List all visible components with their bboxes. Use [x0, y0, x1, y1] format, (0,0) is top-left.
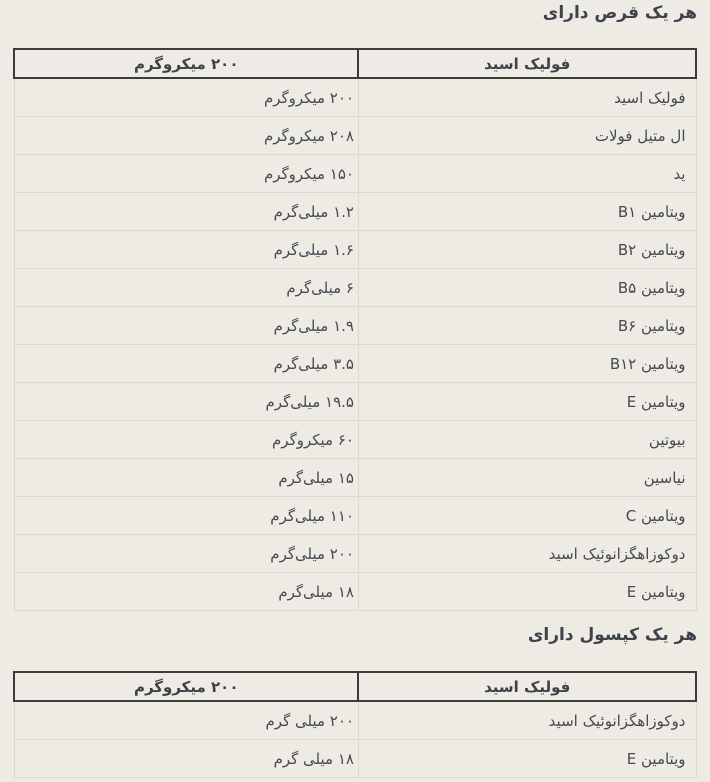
nutrient-amount-cell: ۱۵ میلی‌گرم [14, 459, 358, 497]
nutrient-name-cell: ویتامین B۵ [358, 269, 696, 307]
nutrient-name-cell: ویتامین B۶ [358, 307, 696, 345]
nutrient-amount-cell: ۲۰۰ میلی‌گرم [14, 535, 358, 573]
table-row [14, 117, 696, 155]
nutrient-amount-cell: ۱۱۰ میلی‌گرم [14, 497, 358, 535]
nutrient-name-cell: فولیک اسید [358, 78, 696, 117]
nutrient-name-cell: بیوتین [358, 421, 696, 459]
header-amount-cell: ۲۰۰ میکروگرم [14, 672, 358, 701]
tablet-table-body [14, 78, 696, 611]
nutrient-name-cell: ویتامین E [358, 573, 696, 611]
table-row [14, 459, 696, 497]
nutrient-amount-cell: ۲۰۸ میکروگرم [14, 117, 358, 155]
nutrient-amount-cell: ۱۸ میلی گرم [14, 740, 358, 778]
nutrient-name-cell: ویتامین B۲ [358, 231, 696, 269]
table-row [14, 345, 696, 383]
capsule-contents-section [13, 624, 697, 778]
nutrient-amount-cell: ۱.۶ میلی‌گرم [14, 231, 358, 269]
table-row [14, 701, 696, 740]
nutrient-name-cell: دوکوزاهگزانوئیک اسید [358, 701, 696, 740]
table-row [14, 269, 696, 307]
header-amount-cell: ۲۰۰ میکروگرم [14, 49, 358, 78]
header-nutrient-cell: فولیک اسید [358, 672, 696, 701]
table-row [14, 421, 696, 459]
table-row [14, 307, 696, 345]
nutrient-name-cell: ویتامین B۱۲ [358, 345, 696, 383]
table-row [14, 231, 696, 269]
nutrient-amount-cell: ۲۰۰ میکروگرم [14, 78, 358, 117]
nutrient-name-cell: ویتامین E [358, 740, 696, 778]
nutrient-amount-cell: ۱.۹ میلی‌گرم [14, 307, 358, 345]
nutrient-amount-cell: ۳.۵ میلی‌گرم [14, 345, 358, 383]
table-row [14, 78, 696, 117]
tablet-contents-section [13, 2, 697, 611]
table-row [14, 155, 696, 193]
capsule-section-title: هر یک کپسول دارای [527, 625, 697, 645]
table-row [14, 535, 696, 573]
nutrient-amount-cell: ۱۸ میلی‌گرم [14, 573, 358, 611]
nutrient-name-cell: ویتامین E [358, 383, 696, 421]
capsule-table-body [14, 701, 696, 778]
tablet-nutrition-table [13, 48, 697, 611]
nutrient-amount-cell: ۱۹.۵ میلی‌گرم [14, 383, 358, 421]
nutrient-amount-cell: ۲۰۰ میلی گرم [14, 701, 358, 740]
nutrient-amount-cell: ۶۰ میکروگرم [14, 421, 358, 459]
nutrient-name-cell: دوکوزاهگزانوئیک اسید [358, 535, 696, 573]
table-row [14, 573, 696, 611]
nutrient-name-cell: ویتامین C [358, 497, 696, 535]
nutrient-amount-cell: ۶ میلی‌گرم [14, 269, 358, 307]
nutrient-name-cell: ید [358, 155, 696, 193]
tablet-section-title: هر یک قرص دارای [542, 3, 697, 23]
table-row [14, 740, 696, 778]
nutrient-amount-cell: ۱.۲ میلی‌گرم [14, 193, 358, 231]
capsule-nutrition-table [13, 671, 697, 778]
table-row [14, 383, 696, 421]
nutrient-amount-cell: ۱۵۰ میکروگرم [14, 155, 358, 193]
table-row [14, 193, 696, 231]
table-header-row [14, 49, 696, 78]
table-row [14, 497, 696, 535]
header-nutrient-cell: فولیک اسید [358, 49, 696, 78]
nutrient-name-cell: نیاسین [358, 459, 696, 497]
nutrient-name-cell: ویتامین B۱ [358, 193, 696, 231]
nutrient-name-cell: ال متیل فولات [358, 117, 696, 155]
table-header-row [14, 672, 696, 701]
